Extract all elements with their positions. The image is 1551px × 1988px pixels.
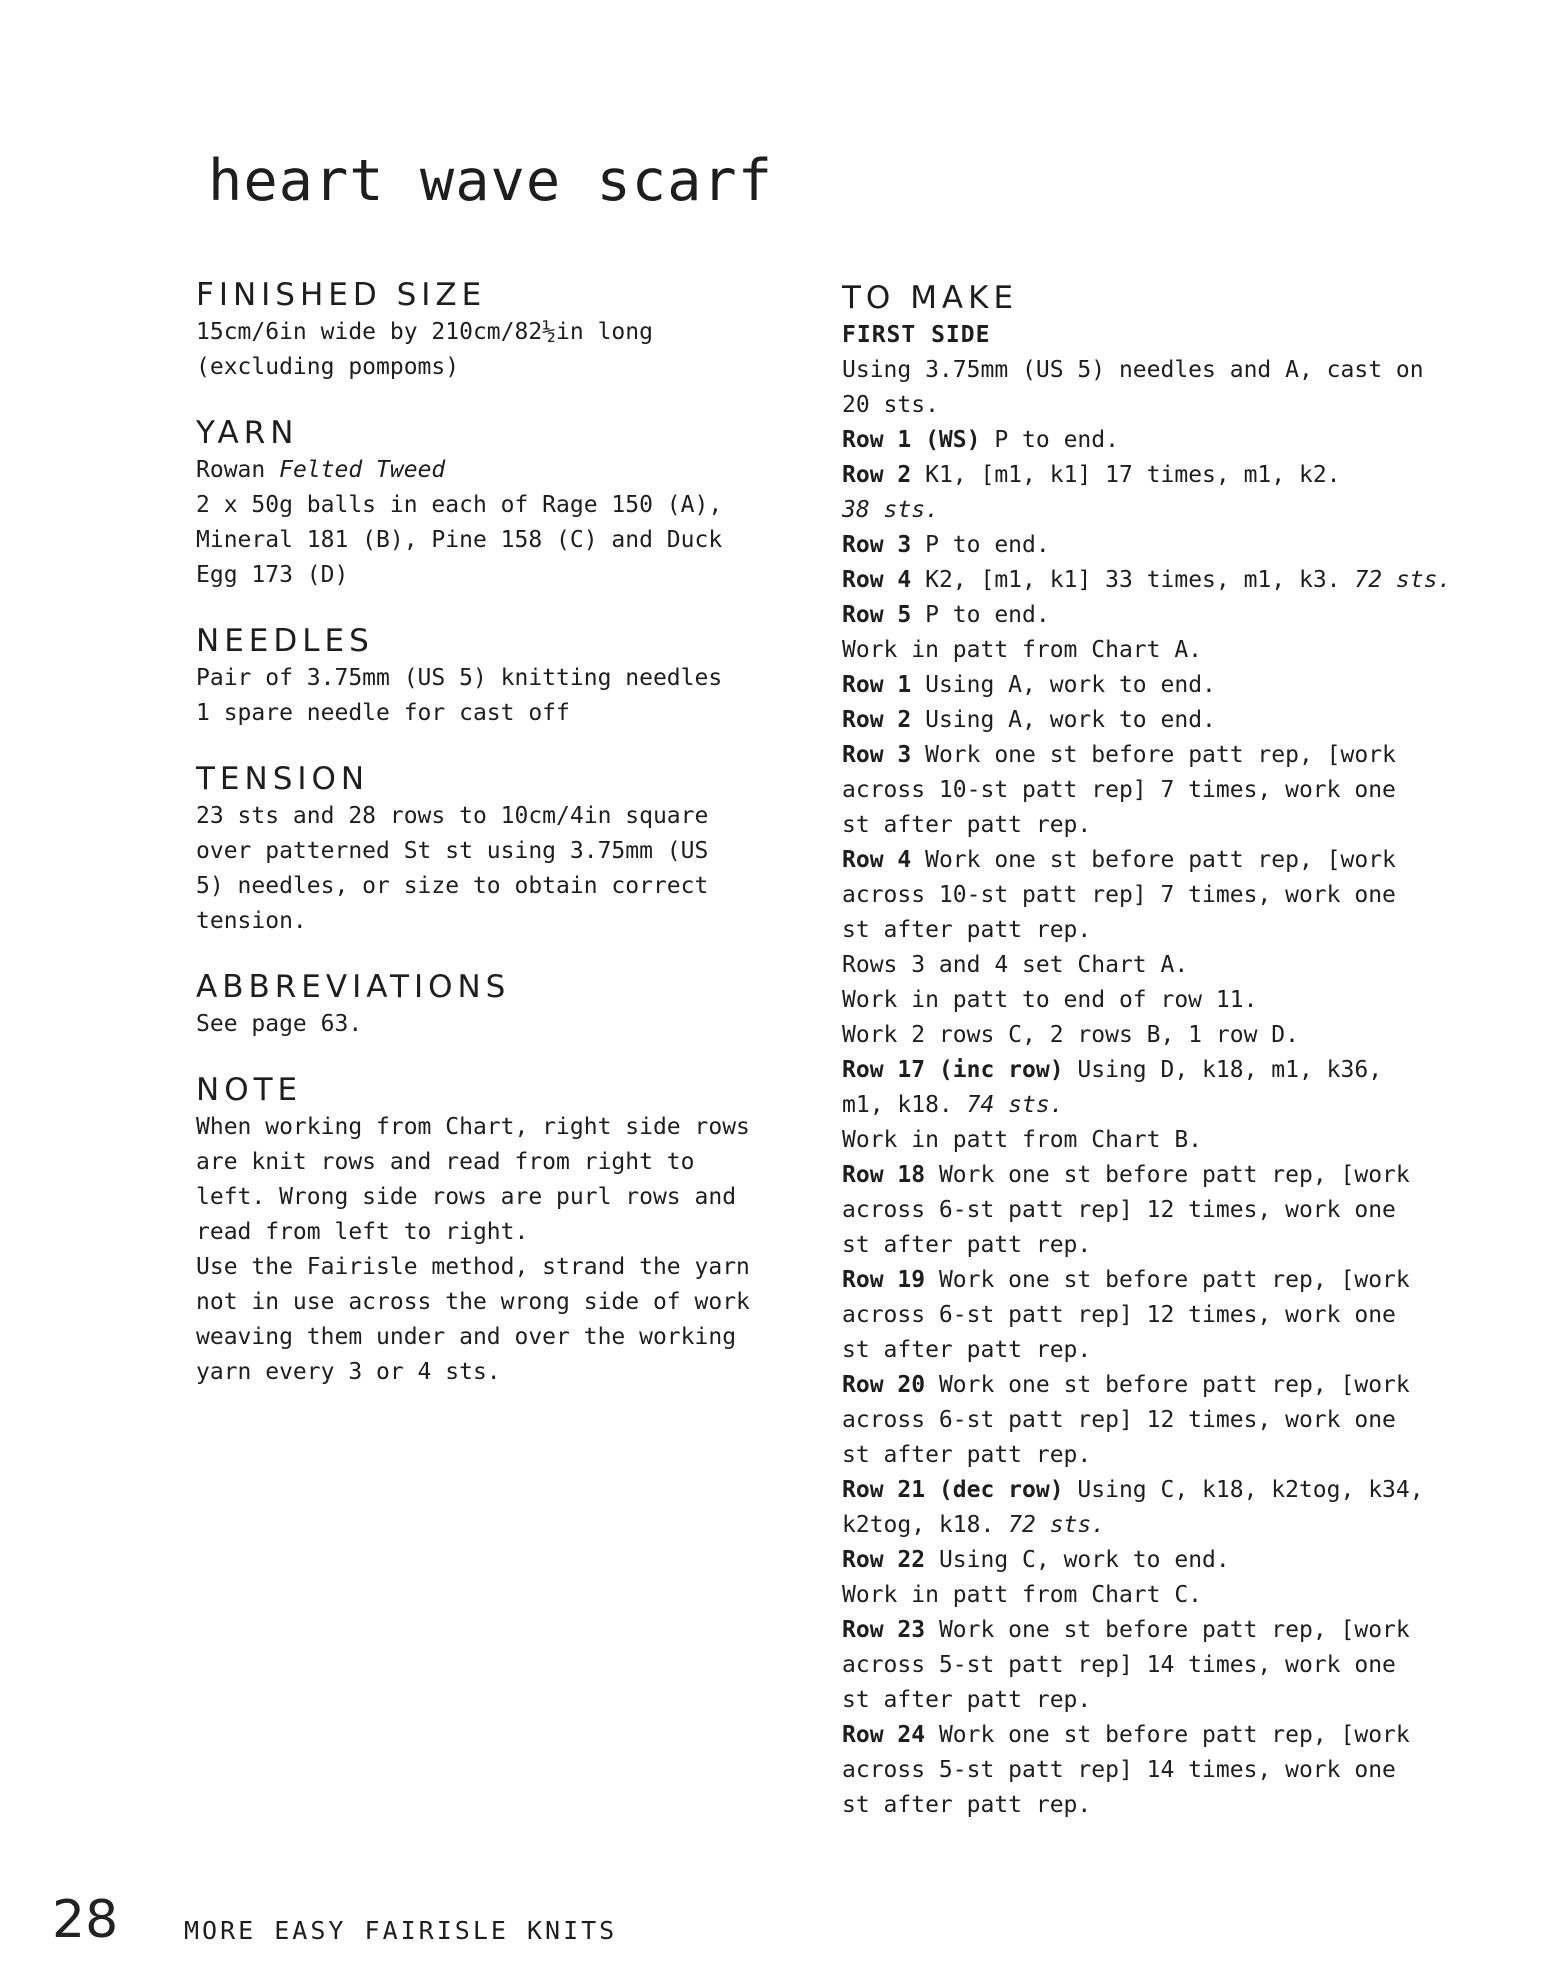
row-label: Row 5: [842, 602, 912, 628]
instruction-text: Work one st before patt rep, [work: [925, 1267, 1410, 1293]
abbreviations-section: [196, 967, 796, 1042]
instruction-line: [842, 1333, 1502, 1368]
yarn-line: Mineral 181 (B), Pine 158 (C) and Duck: [196, 527, 723, 553]
needles-heading: NEEDLES: [196, 623, 374, 659]
abbreviations-line: See page 63.: [196, 1011, 363, 1037]
instruction-text: P to end.: [911, 532, 1050, 558]
instruction-text: st after patt rep.: [842, 1232, 1092, 1258]
instruction-line: [842, 668, 1502, 703]
instruction-line: [842, 703, 1502, 738]
instruction-line: [842, 1158, 1502, 1193]
first-side-subheading: FIRST SIDE: [842, 322, 991, 348]
needles-line: Pair of 3.75mm (US 5) knitting needles: [196, 665, 723, 691]
yarn-section: [196, 413, 796, 593]
instruction-text: Work one st before patt rep, [work: [925, 1162, 1410, 1188]
yarn-line: Egg 173 (D): [196, 562, 349, 588]
row-label: Row 21 (dec row): [842, 1477, 1064, 1503]
row-label: Row 23: [842, 1617, 926, 1643]
stitch-count: 72 sts.: [1008, 1512, 1106, 1538]
instruction-line: [842, 1683, 1502, 1718]
instruction-text: Work one st before patt rep, [work: [925, 1617, 1410, 1643]
row-label: Row 3: [842, 532, 912, 558]
instruction-line: [842, 1088, 1502, 1123]
note-heading: NOTE: [196, 1072, 303, 1108]
instruction-text: across 5-st patt rep] 14 times, work one: [842, 1757, 1396, 1783]
instruction-line: [842, 423, 1502, 458]
yarn-product: Felted Tweed: [279, 457, 446, 483]
row-label: Row 1: [842, 672, 912, 698]
instruction-text: st after patt rep.: [842, 1792, 1092, 1818]
stitch-count: 72 sts.: [1354, 567, 1452, 593]
stitch-count: 74 sts.: [966, 1092, 1064, 1118]
instruction-text: Using A, work to end.: [911, 672, 1216, 698]
row-label: Row 4: [842, 847, 912, 873]
instruction-text: across 10-st patt rep] 7 times, work one: [842, 882, 1396, 908]
instruction-text: Work one st before patt rep, [work: [911, 847, 1396, 873]
note-line: yarn every 3 or 4 sts.: [196, 1359, 501, 1385]
instruction-line: [842, 808, 1502, 843]
instruction-text: Using C, k18, k2tog, k34,: [1063, 1477, 1424, 1503]
row-label: Row 2: [842, 462, 912, 488]
instruction-line: [842, 1508, 1502, 1543]
instruction-line: [842, 598, 1502, 633]
note-line: are knit rows and read from right to: [196, 1149, 695, 1175]
row-label: Row 19: [842, 1267, 926, 1293]
instruction-text: st after patt rep.: [842, 1337, 1092, 1363]
note-line: left. Wrong side rows are purl rows and: [196, 1184, 737, 1210]
note-line: weaving them under and over the working: [196, 1324, 737, 1350]
row-label: Row 4: [842, 567, 912, 593]
instruction-line: [842, 1123, 1502, 1158]
instruction-text: P to end.: [911, 602, 1050, 628]
instruction-text: Work in patt from Chart C.: [842, 1582, 1203, 1608]
instruction-line: [842, 773, 1502, 808]
instruction-lines: [842, 353, 1502, 1823]
instruction-text: Work 2 rows C, 2 rows B, 1 row D.: [842, 1022, 1299, 1048]
row-label: Row 22: [842, 1547, 926, 1573]
tension-line: over patterned St st using 3.75mm (US: [196, 838, 709, 864]
instruction-text: m1, k18.: [842, 1092, 967, 1118]
instruction-text: st after patt rep.: [842, 917, 1092, 943]
instruction-text: Using D, k18, m1, k36,: [1063, 1057, 1383, 1083]
instruction-line: [842, 1368, 1502, 1403]
row-label: Row 2: [842, 707, 912, 733]
instruction-line: [842, 1298, 1502, 1333]
instruction-text: Work in patt from Chart A.: [842, 637, 1203, 663]
row-label: Row 24: [842, 1722, 926, 1748]
instruction-text: Using A, work to end.: [911, 707, 1216, 733]
yarn-line: 2 x 50g balls in each of Rage 150 (A),: [196, 492, 723, 518]
instruction-text: Work one st before patt rep, [work: [911, 742, 1396, 768]
finished-size-line: 15cm/6in wide by 210cm/82½in long: [196, 319, 653, 345]
instruction-line: [842, 913, 1502, 948]
instruction-line: [842, 563, 1502, 598]
row-label: Row 20: [842, 1372, 926, 1398]
instruction-text: 20 sts.: [842, 392, 939, 418]
instruction-line: [842, 1228, 1502, 1263]
instruction-text: K2, [m1, k1] 33 times, m1, k3.: [911, 567, 1355, 593]
finished-size-line: (excluding pompoms): [196, 354, 460, 380]
instruction-line: [842, 388, 1502, 423]
stitch-count: 38 sts.: [842, 497, 939, 523]
note-section: [196, 1070, 796, 1390]
materials-column: [196, 275, 796, 1418]
instruction-line: [842, 983, 1502, 1018]
instruction-text: across 10-st patt rep] 7 times, work one: [842, 777, 1396, 803]
instruction-line: [842, 1543, 1502, 1578]
yarn-brand-line: [196, 453, 796, 488]
instruction-text: across 6-st patt rep] 12 times, work one: [842, 1302, 1396, 1328]
instruction-text: Work in patt from Chart B.: [842, 1127, 1203, 1153]
finished-size-heading: FINISHED SIZE: [196, 277, 487, 313]
row-label: Row 17 (inc row): [842, 1057, 1064, 1083]
needles-line: 1 spare needle for cast off: [196, 700, 570, 726]
instruction-line: [842, 353, 1502, 388]
instruction-text: st after patt rep.: [842, 1687, 1092, 1713]
instruction-line: [842, 493, 1502, 528]
instruction-text: Using C, work to end.: [925, 1547, 1230, 1573]
instruction-line: [842, 458, 1502, 493]
instruction-text: Rows 3 and 4 set Chart A.: [842, 952, 1189, 978]
instruction-line: [842, 948, 1502, 983]
needles-section: [196, 621, 796, 731]
instruction-line: [842, 1053, 1502, 1088]
instruction-text: across 5-st patt rep] 14 times, work one: [842, 1652, 1396, 1678]
instruction-line: [842, 1018, 1502, 1053]
instruction-text: k2tog, k18.: [842, 1512, 1009, 1538]
instruction-text: P to end.: [980, 427, 1119, 453]
instruction-text: Work in patt to end of row 11.: [842, 987, 1258, 1013]
note-line: not in use across the wrong side of work: [196, 1289, 750, 1315]
abbreviations-heading: ABBREVIATIONS: [196, 969, 511, 1005]
page-title: heart wave scarf: [208, 148, 774, 214]
finished-size-section: [196, 275, 796, 385]
instruction-line: [842, 1263, 1502, 1298]
instruction-text: across 6-st patt rep] 12 times, work one: [842, 1407, 1396, 1433]
instruction-line: [842, 633, 1502, 668]
page-number: 28: [52, 1890, 119, 1950]
yarn-brand: Rowan: [196, 457, 266, 483]
instruction-line: [842, 878, 1502, 913]
instruction-text: K1, [m1, k1] 17 times, m1, k2.: [911, 462, 1341, 488]
instructions-column: [842, 278, 1502, 1823]
instruction-line: [842, 1193, 1502, 1228]
instruction-line: [842, 1578, 1502, 1613]
note-line: read from left to right.: [196, 1219, 529, 1245]
instruction-line: [842, 1438, 1502, 1473]
tension-line: 5) needles, or size to obtain correct: [196, 873, 709, 899]
instruction-text: Using 3.75mm (US 5) needles and A, cast on: [842, 357, 1424, 383]
yarn-heading: YARN: [196, 415, 299, 451]
row-label: Row 18: [842, 1162, 926, 1188]
to-make-heading: TO MAKE: [842, 280, 1019, 316]
instruction-line: [842, 1753, 1502, 1788]
instruction-line: [842, 1403, 1502, 1438]
note-line: When working from Chart, right side rows: [196, 1114, 750, 1140]
instruction-text: st after patt rep.: [842, 812, 1092, 838]
tension-heading: TENSION: [196, 761, 370, 797]
book-title: MORE EASY FAIRISLE KNITS: [184, 1916, 618, 1945]
instruction-line: [842, 1648, 1502, 1683]
row-label: Row 3: [842, 742, 912, 768]
instruction-line: [842, 1788, 1502, 1823]
row-label: Row 1 (WS): [842, 427, 981, 453]
instruction-text: across 6-st patt rep] 12 times, work one: [842, 1197, 1396, 1223]
instruction-line: [842, 528, 1502, 563]
instruction-line: [842, 843, 1502, 878]
instruction-line: [842, 1473, 1502, 1508]
tension-line: 23 sts and 28 rows to 10cm/4in square: [196, 803, 709, 829]
instruction-line: [842, 1613, 1502, 1648]
tension-line: tension.: [196, 908, 307, 934]
instruction-text: Work one st before patt rep, [work: [925, 1722, 1410, 1748]
instruction-text: st after patt rep.: [842, 1442, 1092, 1468]
instruction-line: [842, 1718, 1502, 1753]
instruction-line: [842, 738, 1502, 773]
tension-section: [196, 759, 796, 939]
instruction-text: Work one st before patt rep, [work: [925, 1372, 1410, 1398]
note-line: Use the Fairisle method, strand the yarn: [196, 1254, 750, 1280]
